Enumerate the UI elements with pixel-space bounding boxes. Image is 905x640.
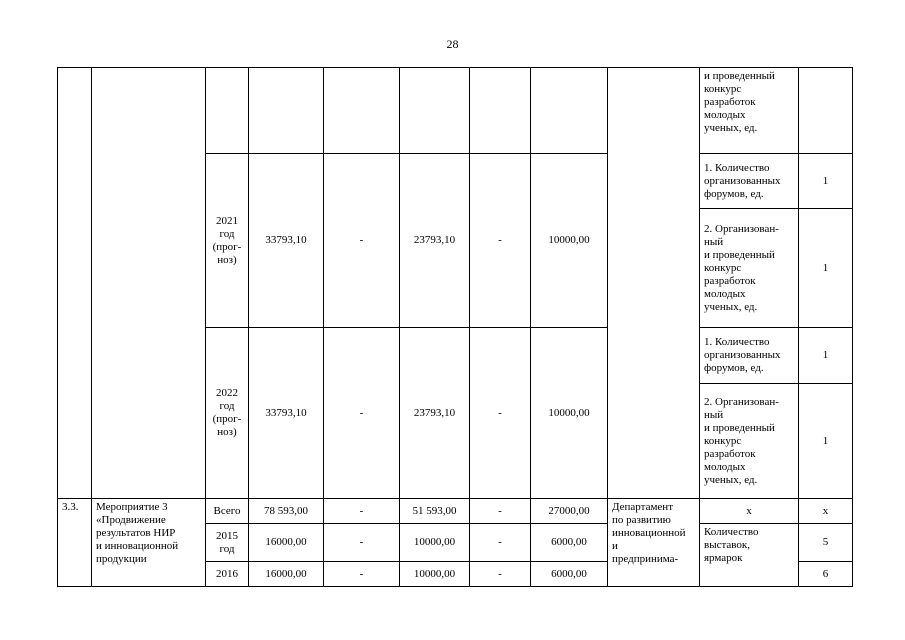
local-cell: - xyxy=(470,524,531,562)
extra-cell: 10000,00 xyxy=(531,328,608,499)
local-cell: - xyxy=(470,499,531,524)
extra-cell: 6000,00 xyxy=(531,562,608,587)
empty-cell xyxy=(531,68,608,154)
indicator-cell: Количество выставок, ярмарок xyxy=(700,524,799,587)
federal-cell: - xyxy=(324,328,400,499)
year-cell: 2022 год (прог- ноз) xyxy=(206,328,249,499)
value-cell: 1 xyxy=(799,328,853,384)
value-cell: 1 xyxy=(799,209,853,328)
value-cell: х xyxy=(799,499,853,524)
regional-cell: 10000,00 xyxy=(400,524,470,562)
year-cell: 2016 xyxy=(206,562,249,587)
empty-cell xyxy=(92,68,206,499)
total-cell: 33793,10 xyxy=(249,328,324,499)
indicator-cell: 1. Количество организованных форумов, ед. xyxy=(700,154,799,209)
local-cell: - xyxy=(470,328,531,499)
indicator-cell: 2. Организован- ный и проведенный конкурс разработок молодых ученых, ед. xyxy=(700,384,799,499)
local-cell: - xyxy=(470,154,531,328)
empty-cell xyxy=(400,68,470,154)
empty-cell xyxy=(324,68,400,154)
regional-cell: 23793,10 xyxy=(400,154,470,328)
indicator-cell: 1. Количество организованных форумов, ед. xyxy=(700,328,799,384)
total-cell: 78 593,00 xyxy=(249,499,324,524)
regional-cell: 51 593,00 xyxy=(400,499,470,524)
total-cell: 16000,00 xyxy=(249,562,324,587)
empty-cell xyxy=(58,68,92,499)
local-cell: - xyxy=(470,562,531,587)
federal-cell: - xyxy=(324,524,400,562)
value-cell: 1 xyxy=(799,154,853,209)
empty-cell xyxy=(470,68,531,154)
value-cell xyxy=(799,68,853,154)
executor-cell: Департамент по развитию инновационной и предпринима- xyxy=(608,499,700,587)
indicator-cell: и проведенный конкурс разработок молодых ученых, ед. xyxy=(700,68,799,154)
regional-cell: 23793,10 xyxy=(400,328,470,499)
table-row xyxy=(58,499,853,524)
extra-cell: 27000,00 xyxy=(531,499,608,524)
federal-cell: - xyxy=(324,154,400,328)
year-cell: 2021 год (прог- ноз) xyxy=(206,154,249,328)
empty-cell xyxy=(608,68,700,499)
extra-cell: 6000,00 xyxy=(531,524,608,562)
regional-cell: 10000,00 xyxy=(400,562,470,587)
empty-cell xyxy=(249,68,324,154)
extra-cell: 10000,00 xyxy=(531,154,608,328)
federal-cell: - xyxy=(324,562,400,587)
empty-cell xyxy=(206,68,249,154)
indicator-cell: 2. Организован- ный и проведенный конкурс разработок молодых ученых, ед. xyxy=(700,209,799,328)
table-row xyxy=(58,68,853,154)
value-cell: 1 xyxy=(799,384,853,499)
federal-cell: - xyxy=(324,499,400,524)
measure-name: Мероприятие 3 «Продвижение результатов НИР и инновационной продукции xyxy=(92,499,206,587)
indicator-cell: х xyxy=(700,499,799,524)
total-cell: 33793,10 xyxy=(249,154,324,328)
measure-number: 3.3. xyxy=(58,499,92,587)
value-cell: 5 xyxy=(799,524,853,562)
value-cell: 6 xyxy=(799,562,853,587)
year-cell: 2015 год xyxy=(206,524,249,562)
page-number: 28 xyxy=(446,37,459,51)
total-cell: 16000,00 xyxy=(249,524,324,562)
program-table xyxy=(57,67,853,587)
year-cell: Всего xyxy=(206,499,249,524)
